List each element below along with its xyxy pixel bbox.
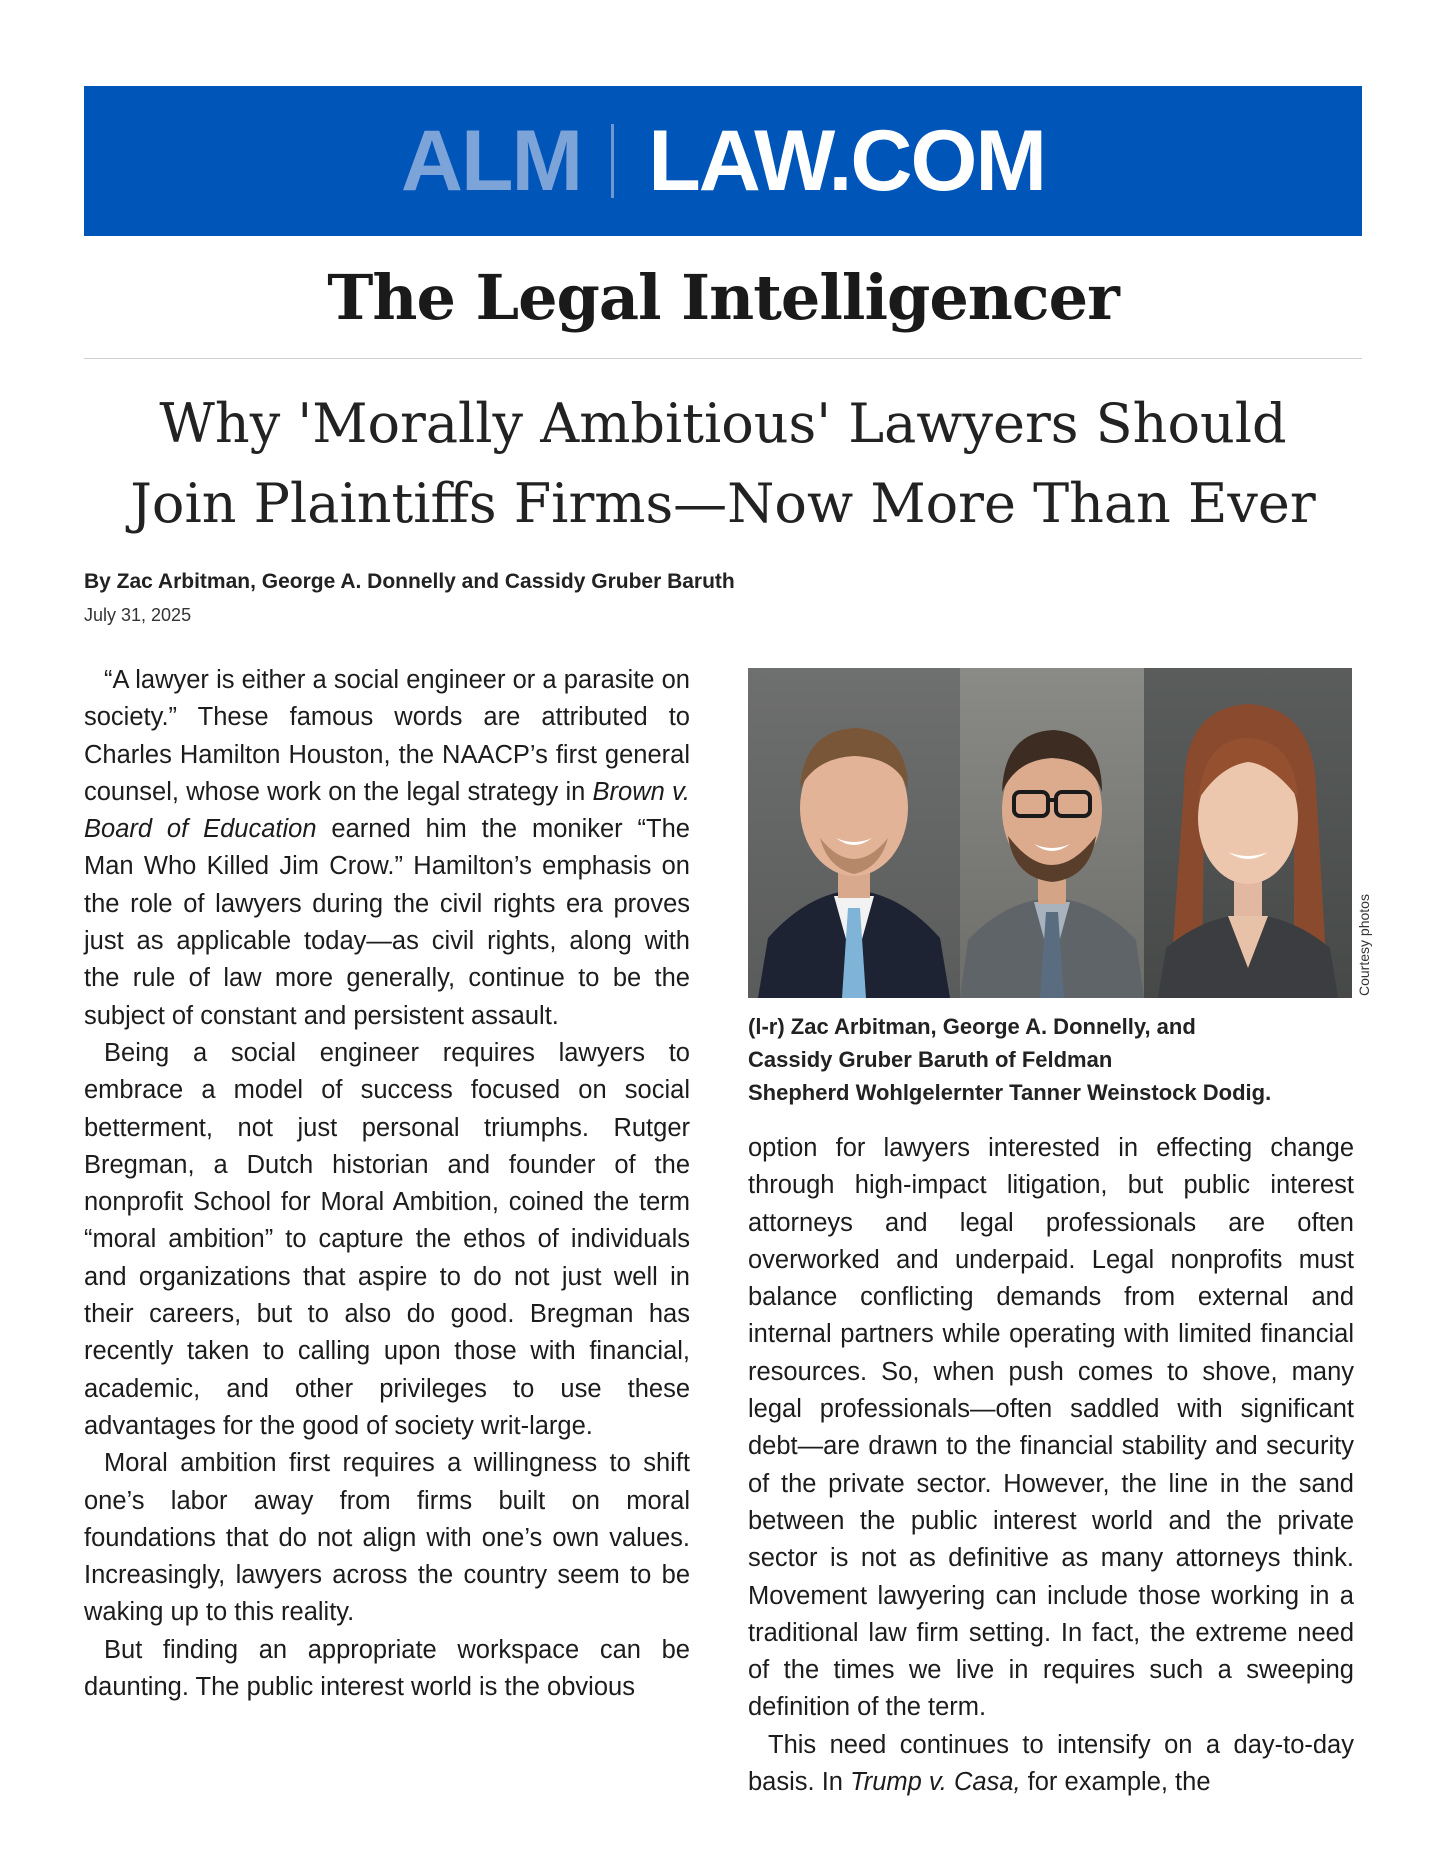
- headline-line-1: Why 'Morally Ambitious' Lawyers Should: [159, 392, 1287, 455]
- paragraph-5-text-b: for example, the: [1020, 1768, 1211, 1797]
- case-name-brown: Brown v. Board of Education: [84, 777, 690, 844]
- paragraph-1: [84, 662, 690, 1035]
- brand-banner[interactable]: [84, 86, 1362, 236]
- portrait-cassidy-gruber-baruth: [1144, 668, 1352, 998]
- portrait-george-donnelly: [960, 668, 1144, 998]
- paragraph-2: Being a social engineer requires lawyers to embrace a model of success focused on social betterment, not just personal triumphs. Rutger Bregman, a Dutch historian and founder of the nonprofit School for Moral Ambition, coined the term “moral ambition” to capture the ethos of individuals and organizations that aspire to do not just well in their careers, but to also do good. Bregman has recently taken to calling upon those with financial, academic, and other privileges to use these advantages for the good of society writ-large.: [84, 1038, 690, 1440]
- paragraph-3: Moral ambition first requires a willingness to shift one’s labor away from firms built on moral foundations that do not align with one’s own values. Increasingly, lawyers across the country seem to be waking up to this reality.: [84, 1449, 690, 1627]
- case-name-trump-v-casa: Trump v. Casa,: [850, 1768, 1021, 1797]
- article-headline: [84, 384, 1362, 544]
- logo-divider: [611, 124, 614, 198]
- article-byline: By Zac Arbitman, George A. Donnelly and Cassidy Gruber Baruth: [84, 570, 735, 593]
- article-column-right: [748, 1130, 1354, 1801]
- paragraph-1-text-a: “A lawyer is either a social engineer or a parasite on society.” These famous words are attributed to Charles Hamilton Houston, the NAACP’s first general counsel, whose work on the legal strategy in: [84, 666, 690, 806]
- publication-masthead: The Legal Intelligencer: [327, 261, 1119, 334]
- author-photo: [748, 668, 1352, 998]
- caption-line-2: Cassidy Gruber Baruth of Feldman: [748, 1047, 1113, 1072]
- masthead-divider: [84, 358, 1362, 359]
- alm-logo: ALM: [400, 113, 582, 209]
- caption-line-1: (l-r) Zac Arbitman, George A. Donnelly, and: [748, 1014, 1196, 1039]
- portrait-zac-arbitman: [748, 668, 960, 998]
- paragraph-4-start: But finding an appropriate workspace can be daunting. The public interest world is the obvious: [84, 1635, 690, 1702]
- paragraph-1-text-b: earned him the moniker “The Man Who Killed Jim Crow.” Hamilton’s emphasis on the role of lawyers during the civil rights era proves just as applicable today—as civil rights, along with the rule of law more generally, continue to be the subject of constant and persistent assault.: [84, 815, 690, 1030]
- article-column-left: [84, 662, 690, 1706]
- photo-caption: [748, 1010, 1368, 1109]
- lawcom-logo: LAW.COM: [648, 113, 1046, 209]
- caption-line-3: Shepherd Wohlgelernter Tanner Weinstock Dodig.: [748, 1080, 1272, 1105]
- paragraph-5: [748, 1727, 1354, 1802]
- photo-credit: Courtesy photos: [1356, 894, 1372, 996]
- paragraph-5-text-a: This need continues to intensify on a day-to-day basis. In: [748, 1730, 1354, 1797]
- headline-line-2: Join Plaintiffs Firms—Now More Than Ever: [130, 472, 1316, 535]
- paragraph-4-continued: option for lawyers interested in effecting change through high-impact litigation, but public interest attorneys and legal professionals are often overworked and underpaid. Legal nonprofits must balance conflicting demands from external and internal partners while operating with limited financial resources. So, when push comes to shove, many legal professionals—often saddled with significant debt—are drawn to the financial stability and security of the private sector. However, the line in the sand between the public interest world and the private sector is not as definitive as many attorneys think. Movement lawyering can include those working in a traditional law firm setting. In fact, the extreme need of the times we live in requires such a sweeping definition of the term.: [748, 1134, 1354, 1722]
- article-date: July 31, 2025: [84, 605, 192, 625]
